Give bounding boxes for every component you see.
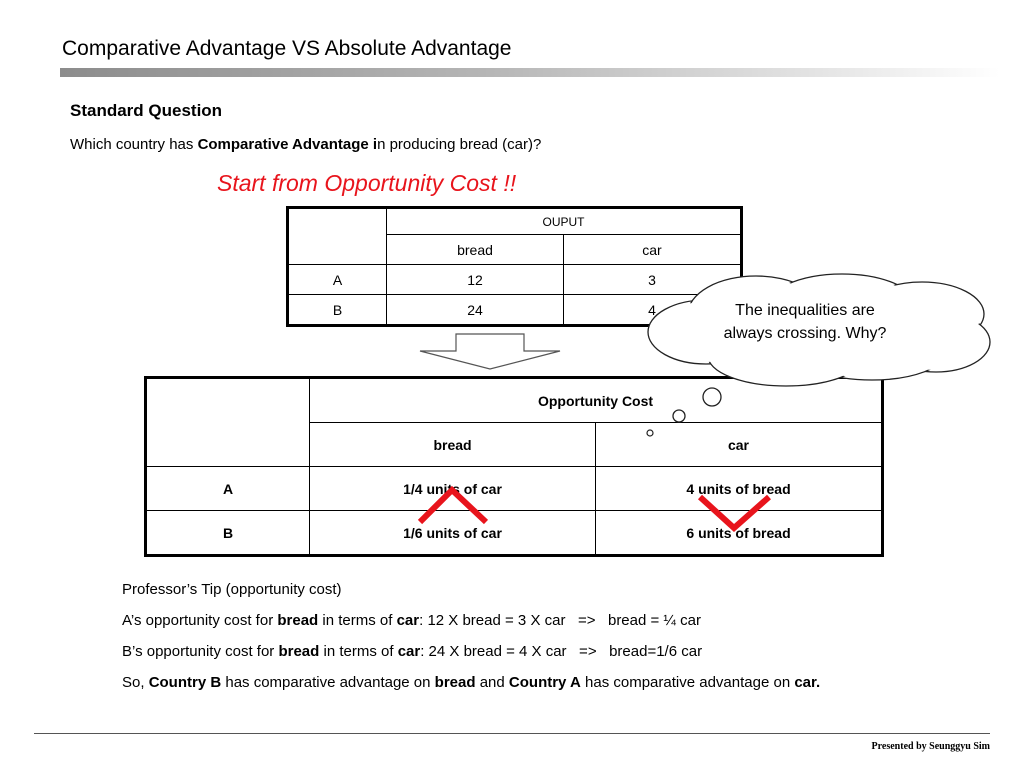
row-label: B bbox=[146, 511, 310, 556]
footer-divider bbox=[34, 733, 990, 734]
tip-bold: car. bbox=[794, 674, 821, 691]
tip-line-a bbox=[122, 611, 820, 642]
tip-heading: Professor’s Tip (opportunity cost) bbox=[122, 581, 342, 598]
column-header: bread bbox=[310, 423, 596, 467]
column-header: car bbox=[596, 423, 883, 467]
opportunity-cost-header: Opportunity Cost bbox=[310, 378, 883, 423]
tip-bold: bread bbox=[277, 612, 319, 629]
table-row bbox=[146, 467, 883, 511]
title-underline-bar bbox=[60, 68, 1000, 77]
down-arrow-icon bbox=[418, 333, 562, 371]
row-label: B bbox=[288, 295, 387, 326]
column-header: car bbox=[564, 235, 742, 265]
tip-bold: car bbox=[397, 643, 421, 660]
footer-credit: Presented by Seunggyu Sim bbox=[871, 741, 990, 752]
question-text bbox=[70, 136, 541, 153]
tip-text: So, bbox=[122, 674, 149, 691]
row-label: A bbox=[288, 265, 387, 295]
table-cell: 3 bbox=[564, 265, 742, 295]
tip-text: and bbox=[475, 674, 509, 691]
row-label: A bbox=[146, 467, 310, 511]
tip-conclusion bbox=[122, 673, 820, 704]
tip-text: A’s opportunity cost for bbox=[122, 612, 278, 629]
table-row bbox=[288, 208, 742, 235]
tip-text: : 24 X bread = 4 X car => bread=1/6 car bbox=[420, 643, 703, 660]
tip-bold: car bbox=[396, 612, 420, 629]
tip-bold: Country A bbox=[508, 674, 581, 691]
opportunity-cost-table bbox=[144, 376, 884, 557]
tip-line-b bbox=[122, 642, 820, 673]
question-part: Which country has bbox=[70, 136, 198, 153]
tip-text: : 12 X bread = 3 X car => bread = ¼ car bbox=[419, 612, 701, 629]
corner-cell bbox=[288, 208, 387, 265]
column-header: bread bbox=[387, 235, 564, 265]
professor-tip bbox=[122, 580, 820, 704]
table-cell: 6 units of bread bbox=[596, 511, 883, 556]
question-bold: Comparative Advantage i bbox=[197, 136, 378, 153]
slide-title: Comparative Advantage VS Absolute Advantage bbox=[62, 37, 512, 60]
output-header: OUPUT bbox=[387, 208, 742, 235]
corner-cell bbox=[146, 378, 310, 467]
tip-text: in terms of bbox=[318, 612, 397, 629]
start-hint: Start from Opportunity Cost !! bbox=[217, 170, 517, 196]
thought-line: always crossing. Why? bbox=[723, 325, 887, 342]
tip-text: has comparative advantage on bbox=[221, 674, 435, 691]
tip-bold: bread bbox=[434, 674, 476, 691]
thought-line: The inequalities are bbox=[735, 302, 875, 319]
table-cell: 24 bbox=[387, 295, 564, 326]
table-cell: 12 bbox=[387, 265, 564, 295]
tip-text: in terms of bbox=[319, 643, 398, 660]
thought-bubble-text bbox=[690, 299, 920, 345]
subheading: Standard Question bbox=[70, 101, 223, 120]
table-row bbox=[146, 511, 883, 556]
table-cell: 4 bbox=[564, 295, 742, 326]
table-cell: 4 units of bread bbox=[596, 467, 883, 511]
question-part: n producing bread (car)? bbox=[377, 136, 542, 153]
tip-text: B’s opportunity cost for bbox=[122, 643, 279, 660]
tip-text: has comparative advantage on bbox=[580, 674, 795, 691]
tip-bold: Country B bbox=[148, 674, 222, 691]
table-cell: 1/6 units of car bbox=[310, 511, 596, 556]
table-cell: 1/4 units of car bbox=[310, 467, 596, 511]
tip-bold: bread bbox=[278, 643, 320, 660]
